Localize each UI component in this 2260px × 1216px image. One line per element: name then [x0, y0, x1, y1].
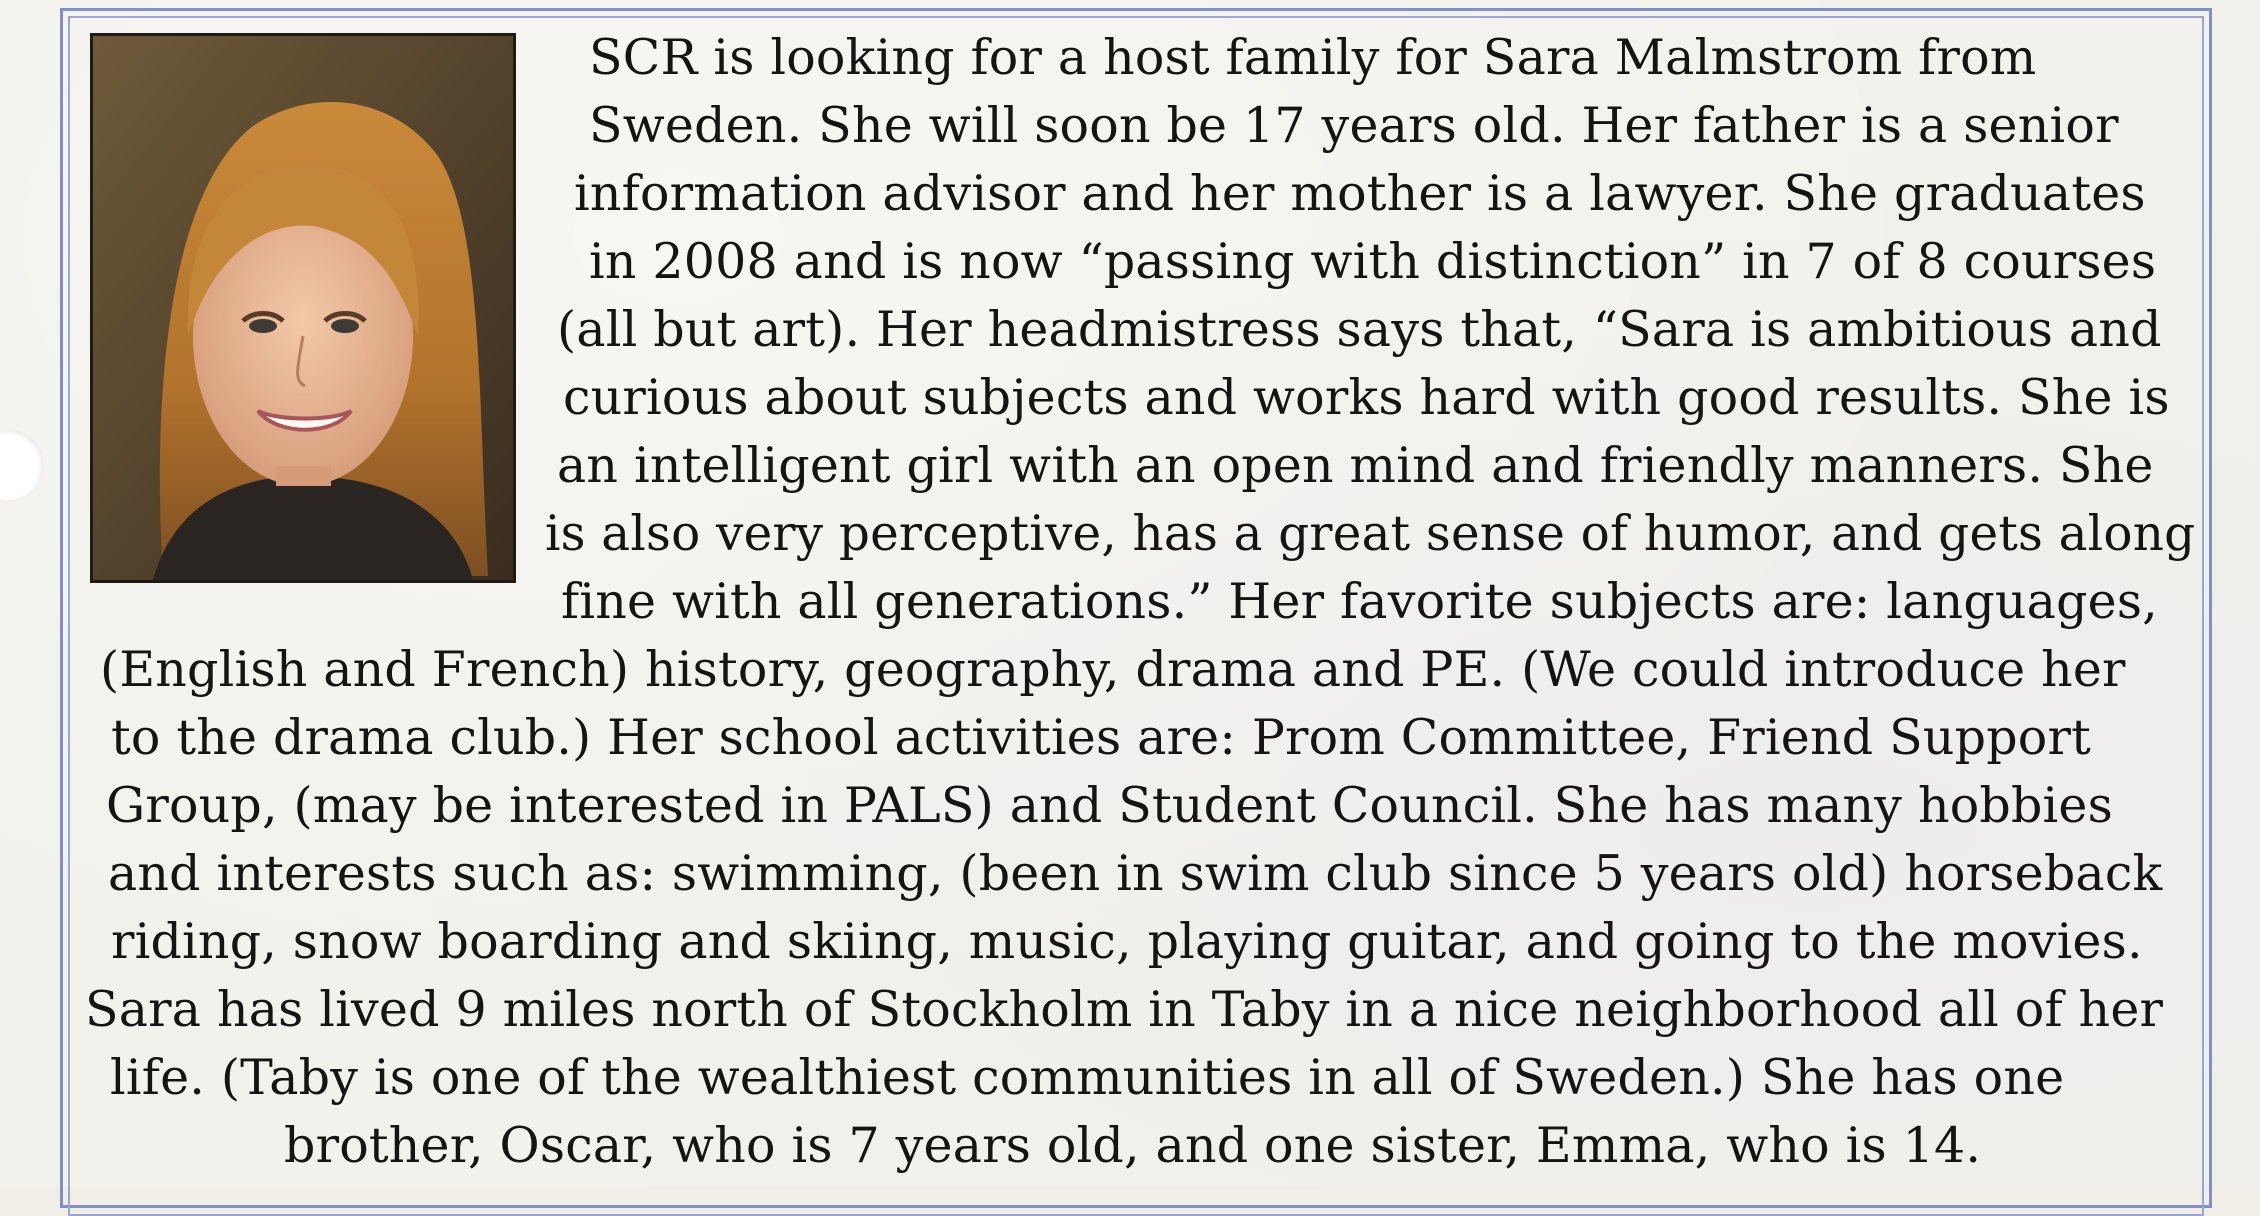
article-line: SCR is looking for a host family for Sara Malmstrom from	[589, 29, 2037, 86]
host-family-article	[0, 24, 2260, 1184]
article-line: Sweden. She will soon be 17 years old. Her father is a senior	[589, 97, 2119, 154]
article-line: fine with all generations.” Her favorite subjects are: languages,	[561, 573, 2158, 630]
article-line: life. (Taby is one of the wealthiest communities in all of Sweden.) She has one	[110, 1049, 2065, 1106]
article-line: and interests such as: swimming, (been in swim club since 5 years old) horseback	[108, 845, 2163, 902]
article-line: in 2008 and is now “passing with distinction” in 7 of 8 courses	[589, 233, 2157, 290]
article-line: riding, snow boarding and skiing, music, playing guitar, and going to the movies.	[111, 913, 2143, 970]
article-line: curious about subjects and works hard with good results. She is	[563, 369, 2170, 426]
article-line: an intelligent girl with an open mind and friendly manners. She	[557, 437, 2154, 494]
article-line: information advisor and her mother is a lawyer. She graduates	[574, 165, 2146, 222]
article-line: brother, Oscar, who is 7 years old, and one sister, Emma, who is 14.	[284, 1117, 1982, 1174]
article-line: Sara has lived 9 miles north of Stockholm in Taby in a nice neighborhood all of her	[85, 981, 2164, 1038]
article-line: Group, (may be interested in PALS) and Student Council. She has many hobbies	[106, 777, 2113, 834]
article-line: to the drama club.) Her school activities are: Prom Committee, Friend Support	[111, 709, 2091, 766]
article-line: is also very perceptive, has a great sense of humor, and gets along	[545, 505, 2196, 562]
article-line: (all but art). Her headmistress says that, “Sara is ambitious and	[557, 301, 2162, 358]
article-line: (English and French) history, geography, drama and PE. (We could introduce her	[100, 641, 2126, 698]
